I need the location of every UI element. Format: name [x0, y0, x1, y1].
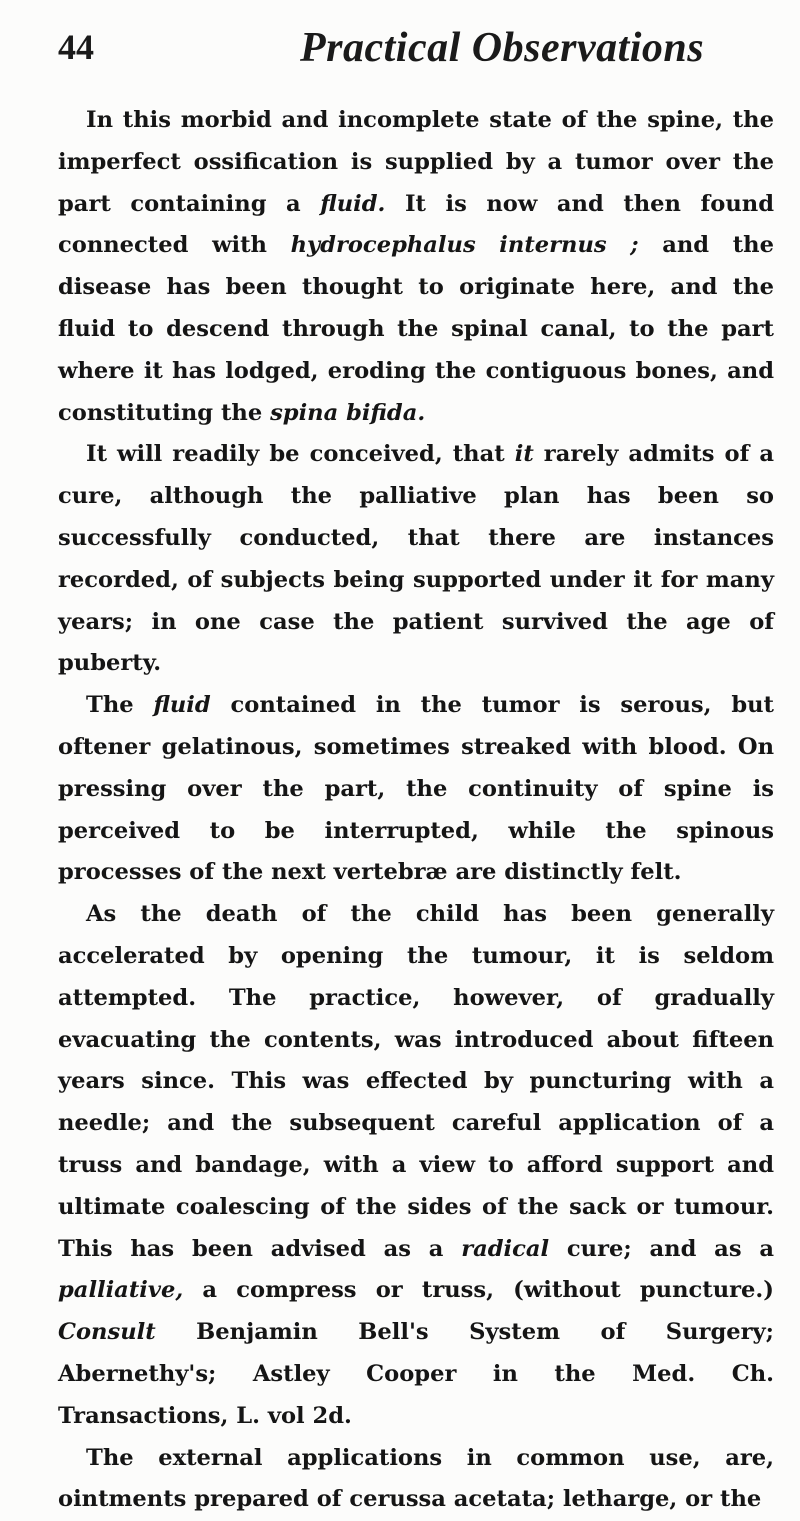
text-run: The — [86, 692, 154, 719]
text-run: It is now and then found connected with — [58, 190, 774, 259]
paragraph-spina-bifida — [58, 100, 774, 434]
page-number: 44 — [58, 27, 94, 67]
text-run: rarely admits of a cure, although the palliative plan has been so successfully conducted, that there are instances recorded, of subjects being supported under it for many years; in one case the patient survived the age of puberty. — [58, 441, 774, 677]
text-run: a compress or truss, (without puncture.) — [183, 1277, 774, 1304]
text-run: The external applications in common use, are, ointments prepared of cerussa acetata; letharge, or the — [58, 1444, 774, 1513]
paragraph-applications — [58, 1438, 774, 1521]
italic-term-palliative: palliative, — [58, 1277, 184, 1304]
italic-term-it: it — [514, 441, 534, 468]
paragraph-fluid — [58, 685, 774, 894]
body-text — [58, 100, 774, 1521]
italic-term-fluid: fluid — [153, 692, 211, 719]
text-run: and the disease has been thought to originate here, and the fluid to descend through the spinal canal, to the part where it has lodged, eroding the contiguous bones, and constituting the — [58, 232, 774, 426]
page-header — [0, 22, 800, 82]
paragraph-cure — [58, 434, 774, 685]
italic-term-radical: radical — [461, 1235, 550, 1262]
running-title: Practical Observations — [300, 25, 705, 71]
text-run: As the death of the child has been generally accelerated by opening the tumour, it is seldom attempted. The practice, however, of gradually evacuating the contents, was introduced about fifteen years since. This was effected by puncturing with a needle; and the subsequent careful application of a truss and bandage, with a view to afford support and ultimate coalescing of the sides of the sack or tumour. This has been advised as a — [58, 901, 774, 1262]
text-run: Benjamin Bell's System of Surgery; Abernethy's; Astley Cooper in the Med. Ch. Transactions, L. vol 2d. — [58, 1319, 774, 1429]
italic-term-hydrocephalus: hydrocephalus internus ; — [290, 232, 639, 259]
italic-term-fluid: fluid. — [320, 190, 386, 217]
text-run: contained in the tumor is serous, but oftener gelatinous, sometimes streaked with blood. On pressing over the part, the continuity of spine is perceived to be interrupted, while the spinous processes of the next vertebræ are distinctly felt. — [58, 692, 774, 886]
text-run: It will readily be conceived, that — [86, 441, 515, 468]
text-run: cure; and as a — [549, 1235, 774, 1262]
italic-term-consult: Consult — [58, 1319, 156, 1346]
text-run: In this morbid and incomplete state of the spine, the imperfect ossification is supplied by a tumor over the part containing a — [58, 107, 774, 217]
italic-term-spina-bifida: spina bifida. — [270, 399, 426, 426]
paragraph-treatment — [58, 894, 774, 1437]
